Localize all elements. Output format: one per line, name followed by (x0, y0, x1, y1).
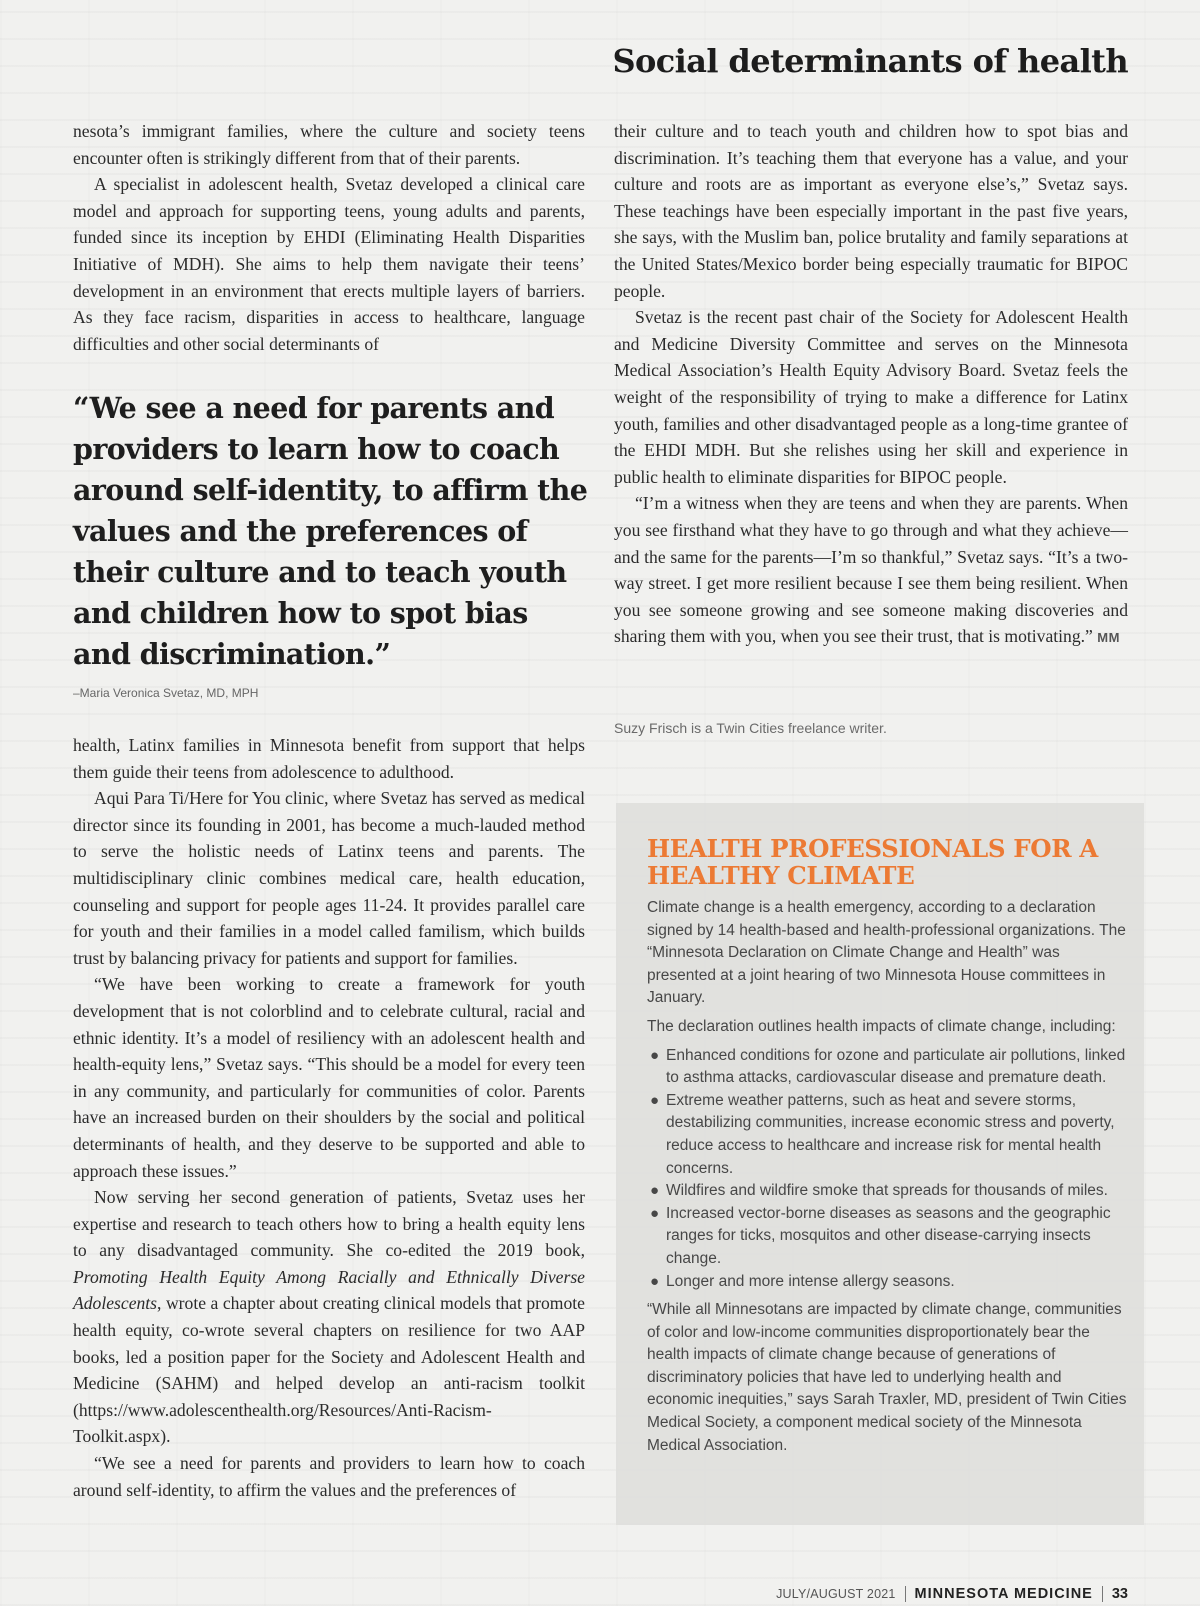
list-item (647, 1203, 1127, 1271)
body-paragraph (73, 1184, 585, 1450)
end-mark: MM (1097, 630, 1120, 646)
body-paragraph: A specialist in adolescent health, Svetaz developed a clinical care model and approach for supporting teens, young adults and parents, funded since its inception by EHDI (Eliminating Health Disparities Initiative of MDH). She aims to help them navigate their teens’ development in an environment that erects multiple layers of barriers. As they face racism, disparities in access to healthcare, language difficulties and other social determinants of (73, 174, 585, 354)
sidebar-paragraph: The declaration outlines health impacts of climate change, including: (647, 1017, 1116, 1035)
list-item (647, 1271, 1127, 1294)
body-paragraph (614, 490, 1128, 652)
list-item (647, 1045, 1127, 1090)
list-item (647, 1180, 1127, 1203)
paragraph-text: “I’m a witness when they are teens and when they are parents. When you see firsthand what they have to go through and what they achieve—and the same for the parents—I’m so thankful,” Svetaz says. “It’s a two-way street. I get more resilient because I see them being resilient. When you see someone growing and see someone making discoveries and sharing them with you, when you see their trust, that is motivating.” (614, 493, 1128, 647)
left-column-top (73, 118, 585, 357)
body-paragraph: “We see a need for parents and providers to learn how to coach around self-identity, to affirm the values and the preferences of (73, 1453, 585, 1500)
page-number: 33 (1111, 1586, 1128, 1602)
author-note: Suzy Frisch is a Twin Cities freelance writer. (614, 720, 887, 736)
bullet-icon: ● (650, 1046, 660, 1064)
bullet-icon: ● (650, 1272, 660, 1290)
section-title: Social determinants of health (612, 42, 1128, 80)
book-title: Promoting Health Equity Among Racially and Ethnically Diverse Adolescents (73, 1266, 585, 1314)
sidebar-title: HEALTH PROFESSIONALS FOR A HEALTHY CLIMATE (647, 834, 1098, 890)
list-item-text: Wildfires and wildfire smoke that spreads for thousands of miles. (666, 1182, 1108, 1200)
page-footer (776, 1584, 1128, 1604)
issue-date: JULY/AUGUST 2021 (776, 1587, 896, 1601)
list-item-text: Enhanced conditions for ozone and particulate air pollutions, linked to asthma attacks, cardiovascular disease and premature death. (666, 1046, 1126, 1087)
list-item-text: Increased vector-borne diseases as seasons and the geographic ranges for ticks, mosquitos and other disease-carrying insects change. (666, 1204, 1111, 1267)
list-item-text: Extreme weather patterns, such as heat and severe storms, destabilizing communities, increase economic stress and poverty, reduce access to healthcare and increase risk for mental health concerns. (666, 1091, 1115, 1177)
bullet-icon: ● (650, 1091, 660, 1109)
body-paragraph: Aqui Para Ti/Here for You clinic, where Svetaz has served as medical director since its founding in 2001, has become a much-lauded method to serve the holistic needs of Latinx teens and parents. The multidisciplinary clinic combines medical care, health education, counseling and support for people ages 11-24. It provides parallel care for youth and their families in a model called familism, which builds trust by balancing privacy for patients and support for families. (73, 788, 585, 968)
body-paragraph: nesota’s immigrant families, where the culture and society teens encounter often is strikingly different from that of their parents. (73, 121, 585, 168)
list-item (647, 1090, 1127, 1180)
paragraph-text: , wrote a chapter about creating clinical models that promote health equity, co-wrote several chapters on resilience for two AAP books, led a position paper for the Society and Adolescent Health and Medicine (SAHM) and helped develop an anti-racism toolkit (https://www.adolescenthealth.org/Resources/Anti-Racism-Toolkit.aspx). (73, 1293, 585, 1447)
climate-sidebar (616, 803, 1144, 1525)
right-column (614, 118, 1128, 652)
footer-divider (905, 1586, 906, 1602)
left-column-bottom (73, 732, 585, 1503)
body-paragraph: “We have been working to create a framework for youth development that is not colorblind and to celebrate cultural, racial and ethnic identity. It’s a model of resiliency with an adolescent health and health-equity lens,” Svetaz says. “This should be a model for every teen in any community, and particularly for communities of color. Parents have an increased burden on their shoulders by the social and political determinants of health, and they deserve to be supported and able to approach these issues.” (73, 974, 585, 1181)
pull-quote: “We see a need for parents and providers to learn how to coach around self-identity, to affirm the values and the preferences of their culture and to teach youth and children how to spot bias and discrimination.” (73, 391, 588, 671)
paragraph-text: Now serving her second generation of patients, Svetaz uses her expertise and research to teach others how to bring a health equity lens to any disadvantaged community. She co-edited the 2019 book, (73, 1187, 585, 1261)
impact-list (647, 1045, 1127, 1294)
sidebar-paragraph: Climate change is a health emergency, according to a declaration signed by 14 health-based and health-professional organizations. The “Minnesota Declaration on Climate Change and Health” was presented at a joint hearing of two Minnesota House committees in January. (647, 899, 1126, 1007)
body-paragraph: their culture and to teach youth and children how to spot bias and discrimination. It’s teaching them that everyone has a value, and your culture and roots are as important as everyone else’s,” Svetaz says. These teachings have been especially important in the past five years, she says, with the Muslim ban, police brutality and family separations at the United States/Mexico border being especially traumatic for BIPOC people. (614, 121, 1128, 301)
magazine-name: MINNESOTA MEDICINE (914, 1586, 1093, 1602)
bullet-icon: ● (650, 1182, 660, 1200)
footer-divider (1102, 1586, 1103, 1602)
list-item-text: Longer and more intense allergy seasons. (666, 1272, 955, 1290)
pull-quote-attribution: –Maria Veronica Svetaz, MD, MPH (73, 686, 259, 700)
sidebar-paragraph: “While all Minnesotans are impacted by climate change, communities of color and low-income communities disproportionately bear the health impacts of climate change because of generations of discriminatory policies that have led to underlying health and economic inequities,” says Sarah Traxler, MD, president of Twin Cities Medical Society, a component medical society of the Minnesota Medical Association. (647, 1301, 1127, 1454)
body-paragraph: Svetaz is the recent past chair of the Society for Adolescent Health and Medicine Diversity Committee and serves on the Minnesota Medical Association’s Health Equity Advisory Board. Svetaz feels the weight of the responsibility of trying to make a difference for Latinx youth, families and other disadvantaged people as a long-time grantee of the EHDI MDH. But she relishes using her skill and experience in public health to eliminate disparities for BIPOC people. (614, 307, 1128, 487)
body-paragraph: health, Latinx families in Minnesota benefit from support that helps them guide their teens from adolescence to adulthood. (73, 735, 585, 782)
bullet-icon: ● (650, 1204, 660, 1222)
sidebar-body (647, 897, 1127, 1463)
